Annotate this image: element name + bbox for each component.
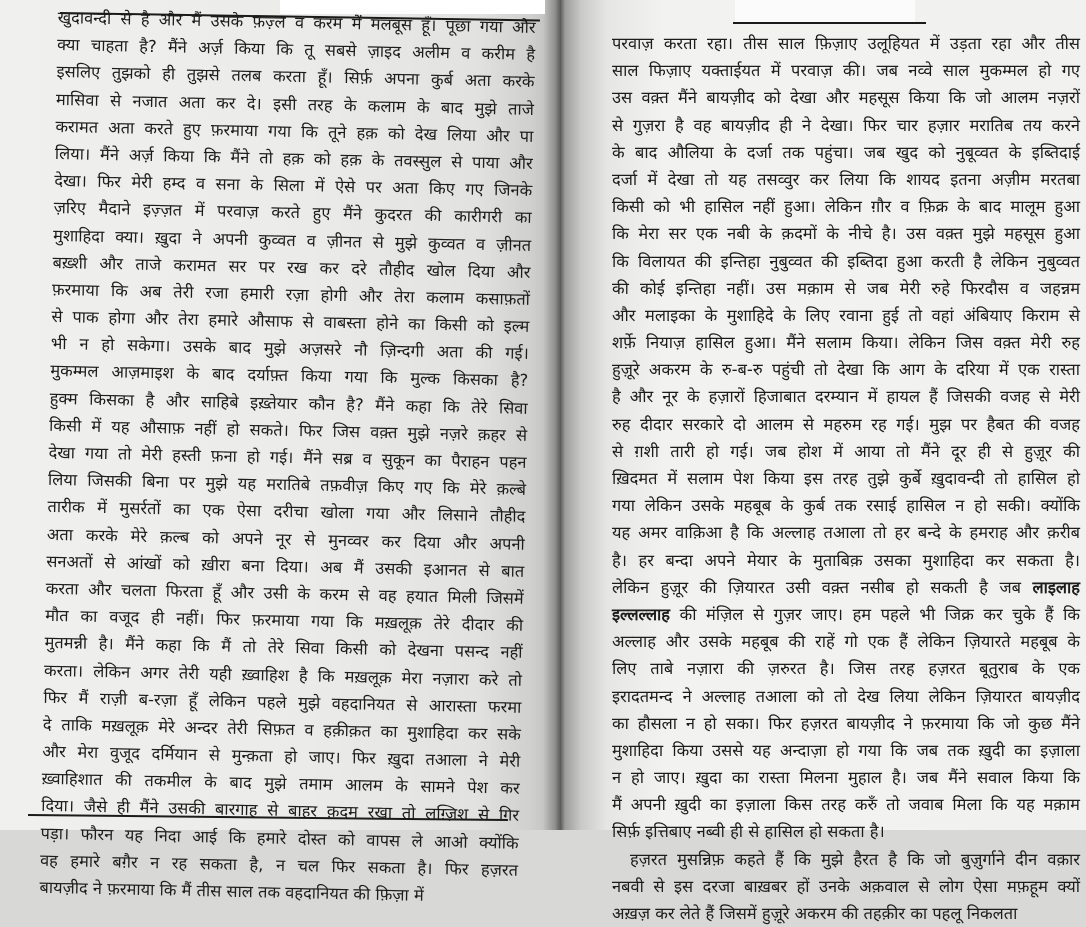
text-line: मुशाहिदा किया उससे यह अन्दाज़ा हो गया कि जब तक ख़ुदी का इज़ाला [612, 740, 1080, 760]
text-line: दिया। जैसे ही मैंने उसकी बारगाह से बाहर क़दम रखा तो लग़्ज़िश से गिर [41, 796, 520, 826]
text-line: शर्फ़े नियाज़ हासिल हुआ। मैंने सलाम किया। लेकिन जिस वक़्त मेरी रुह [612, 333, 1080, 353]
text-line: अता करके मेरे क़ल्ब को अपने नूर से मुनव्वर कर दिया और अपनी [46, 524, 525, 554]
text-line: उस वक़्त मैंने बायज़ीद को देखा और महसूस किया कि जो आलम नज़रों [612, 88, 1080, 108]
text-line: यह अमर वाक़िआ है कि अल्लाह तआला तो हर बन्दे के हमराह और क़रीब [612, 523, 1080, 543]
text-line: इसलिए तुझको ही तुझसे तलब करता हूँ। सिर्फ़ अपना कुर्ब अता करके [56, 62, 535, 92]
text-line: हुज़ूरे अकरम के रु-ब-रु पहुंची तो देखा कि आग के दरिया में एक रास्ता [612, 360, 1080, 380]
text-line: पड़ा। फौरन यह निदा आई कि हमारे दोस्त को वापस ले आओ क्योंकि [40, 823, 519, 853]
text-line: है। हर बन्दा अपने मेयार के मुताबिक़ उसका मुशाहिदा कर सकता है। [612, 550, 1080, 570]
text-line: सिर्फ़ इत्तिबाए नब्वी ही से हासिल हो सकता है। [612, 822, 885, 842]
text-line: मासिवा से नजात अता कर दे। इसी तरह के कलाम के बाद मुझे ताजे [55, 89, 535, 119]
text-line: लिया जिसकी बिना पर मुझे यह मरातिबे तफ़वीज़ किए गए कि मेरे क़ल्बे [47, 470, 527, 500]
right-page-text [612, 30, 1080, 927]
text-line: और मलाइका के मुशाहिदे के लिए रवाना हुई तो वहां अंबियाए किराम से [612, 305, 1080, 325]
text-run: लेकिन हुज़ूर की ज़ियारत उसी वक़्त नसीब हो सकती है जब [612, 577, 1033, 597]
text-line: देखा। फिर मेरी हम्द व सना के सिला में ऐसे पर अता किए गए जिनके [54, 171, 533, 201]
text-line: नबवी से इस दरजा बाख़बर हों उनके अक़वाल से लोग ऐसा मफ़हूम क्यों [612, 876, 1080, 896]
text-line: करामत अता करते हुए फ़रमाया गया कि तूने हक़ को देख लिया और पा [55, 116, 534, 146]
text-line: तारीक में मुसर्रतों का एक ऐसा दरीचा खोला गया और लिसाने तौहीद [47, 497, 526, 527]
text-line: से गुज़रा है वह बायज़ीद ही ने देखा। फिर चार हज़ार मरातिब तय करने [612, 115, 1080, 135]
text-line: सनअतों से आंखों को ख़ीरा बना दिया। अब मैं उसकी इआनत से बात [46, 551, 525, 581]
text-line: खुदावन्दी से है और मैं उसके फ़ज़्ल व करम में मलबूस हूँ। पूछा गया और [57, 7, 536, 38]
text-line: करता और चलता फिरता हूँ और उसी के करम से वह हयात मिली जिसमें [45, 578, 524, 608]
text-line: दर्जा में देखा तो यह तसव्वुर कर लिया कि शायद इतना अज़ीम मरतबा [612, 169, 1080, 189]
text-line: दे ताकि मख़लूक़ मेरे अन्दर तेरी सिफ़त व हक़ीक़त का मुशाहिदा कर सके [42, 714, 522, 744]
text-line: किसी को भी हासिल नहीं हुआ। लेकिन ग़ौर व फ़िक्र के बाद मालूम हुआ [612, 197, 1080, 217]
text-line: से पाक होगा और तेरा हमारे औसाफ से वाबस्ता होने का किसी को इल्म [51, 306, 530, 337]
text-line: और मेरा वुजूद दर्मियान से मुन्क़ता हो जाए। फिर ख़ुदा तआला ने मेरी [42, 741, 521, 771]
text-line: लिए ताबे नज़ारा की ज़रुरत है। जिस तरह हज़रत बूतुराब के एक [612, 659, 1080, 679]
top-rule-right [733, 22, 926, 24]
text-line: बायज़ीद ने फ़रमाया कि मैं तीस साल तक वहदानियत की फ़िज़ा में [39, 877, 424, 905]
text-line: मुशाहिदा क्या। ख़ुदा ने अपनी कुव्वत व ज़ीनत से मुझे कुव्वत व ज़ीनत [52, 225, 532, 255]
text-line: न हो जाए। ख़ुदा का रास्ता मिलना मुहाल है। जब मैंने सवाल किया कि [612, 768, 1080, 788]
text-line: परवाज़ करता रहा। तीस साल फ़िज़ाए उलूहियत में उड़ता रहा और तीस [612, 34, 1080, 53]
text-line: हुक्म किसका है और साहिबे इख़्तेयार कौन है? मैंने कहा कि तेरे सिवा [49, 388, 528, 418]
text-line [612, 574, 1080, 601]
text-line: करता। लेकिन अगर तेरी यही ख़्वाहिश है कि मख़लूक़ मेरा नज़ारा करे तो [43, 660, 523, 690]
header-mask-right [735, 0, 915, 24]
text-line: ज़रिए मैदाने इज़्ज़त में परवाज़ करते हुए मैंने कुदरत की कारीगरी का [53, 198, 532, 228]
text-line: किसी में यह औसाफ़ नहीं हो सकते। फिर जिस वक़्त मुझे नज़रे क़हर से [48, 415, 528, 445]
text-line: बख़्शी और ताजे करामत सर पर रख कर दरे तौहीद खोल दिया और [52, 252, 531, 282]
text-line: देखा गया तो मेरी हस्ती फ़ना हो गई। मैंने सब्र व सुकून का पैराहन पहन [48, 442, 527, 472]
bold-text-run: लाइलाह [1032, 577, 1080, 597]
text-line: से ग़शी तारी हो गई। जब होश में आया तो मैंने दूर ही से हुज़ूर की [612, 441, 1080, 461]
bold-text-run: इल्लल्लाह [612, 604, 671, 624]
text-line: के बाद औलिया के दर्जा तक पहुंचा। जब खुद को नुबूव्वत के इब्तिदाई [612, 142, 1080, 162]
text-line: मुकम्मल आज़माइश के बाद दर्याफ़्त किया गया कि मुल्क किसका है? [50, 361, 529, 391]
text-line [612, 601, 1080, 628]
text-line: मौत का वजूद ही नहीं। फिर फ़रमाया गया कि मख़लूक़ तेरे दीदार की [44, 605, 524, 635]
text-line: है और नूर के हज़ारों हिजाबात दरम्यान में हायल हैं जिसकी वजह से मेरी [612, 387, 1080, 407]
text-line: अल्लाह और उसके महबूब की राहें गो एक हैं लेकिन ज़ियारते महबूब के [612, 632, 1080, 652]
text-line: भी न हो सकेगा। उसके बाद मुझे अज़सरे नौ ज़िन्दगी अता की गई। [50, 334, 529, 364]
text-line: फिर मैं राज़ी ब-रज़ा हूँ लेकिन पहले मुझे वहदानियत से आरास्ता फरमा [43, 687, 522, 717]
text-line: अख़ज़ कर लेते हैं जिसमें हुज़ूरे अकरम की तहक़ीर का पहलू निकलता [612, 904, 1018, 923]
text-line: इरादतमन्द ने अल्लाह तआला को तो देख लिया लेकिन ज़ियारत बायज़ीद [612, 686, 1080, 706]
text-line: ख़्वाहिशात की तकमील के बाद मुझे तमाम आलम के सामने पेश कर [41, 769, 520, 799]
text-line: मैं अपनी ख़ुदी का इज़ाला किस तरह करुँ तो जवाब मिला कि यह मक़ाम [612, 795, 1080, 815]
text-line: की कोई इन्तिहा नहीं। उस मक़ाम से जब मेरी रुहे फिरदौस व जहन्नम [612, 278, 1080, 298]
text-line: मुतमन्नी है। मैंने कहा कि मैं तो तेरे सिवा किसी को देखना पसन्द नहीं [44, 633, 523, 663]
text-line: साल फिज़ाए यक्ताईयत में परवाज़ की। जब नव्वे साल मुकम्मल हो गए [612, 61, 1080, 81]
text-line: लिया। मैंने अर्ज़ किया कि मैंने तो हक़ को हक़ के तवस्सुल से पाया और [54, 143, 533, 173]
text-line: फ़रमाया कि अब तेरी रजा हमारी रज़ा होगी और तेरा कलाम कसाफ़तों [51, 279, 531, 309]
text-run: की मंज़िल से गुज़र जाए। हम पहले भी जिक्र कर चुके हैं कि [670, 604, 1080, 624]
text-line: का हौसला न हो सका। फिर हज़रत बायज़ीद ने फ़रमाया कि जो कुछ मैंने [612, 713, 1080, 733]
text-line: गया लेकिन उसके महबूब के कुर्ब तक रसाई हासिल न हो सकी। क्योंकि [612, 496, 1080, 516]
text-line: कि विलायत की इन्तिहा नुबुव्वत की इब्तिदा हुआ करती है लेकिन नुबुव्वत [612, 251, 1080, 271]
text-line: रुह दीदार सरकारे दो आलम से महरुम रह गई। मुझ पर हैबत की वजह [612, 414, 1080, 434]
text-line: हज़रत मुसन्निफ़ कहते हैं कि मुझे हैरत है कि जो बुज़ुर्गाने दीन वक़ार [630, 849, 1080, 869]
left-page-text [39, 4, 536, 911]
text-line: वह हमारे बग़ैर न रह सकता है, न चल फिर सकता है। फिर हज़रत [39, 850, 519, 880]
text-line: कि मेरा सर एक नबी के क़दमों के नीचे है। उस वक़्त मुझे महसूस हुआ [612, 224, 1080, 244]
text-line: ख़िदमत में सलाम पेश किया इस तरह तुझे कुर्बे ख़ुदावन्दी तो हासिल हो [612, 469, 1080, 488]
text-line: क्या चाहता है? मैंने अर्ज़ किया कि तू सबसे ज़ाइद अलीम व करीम है [56, 35, 536, 65]
